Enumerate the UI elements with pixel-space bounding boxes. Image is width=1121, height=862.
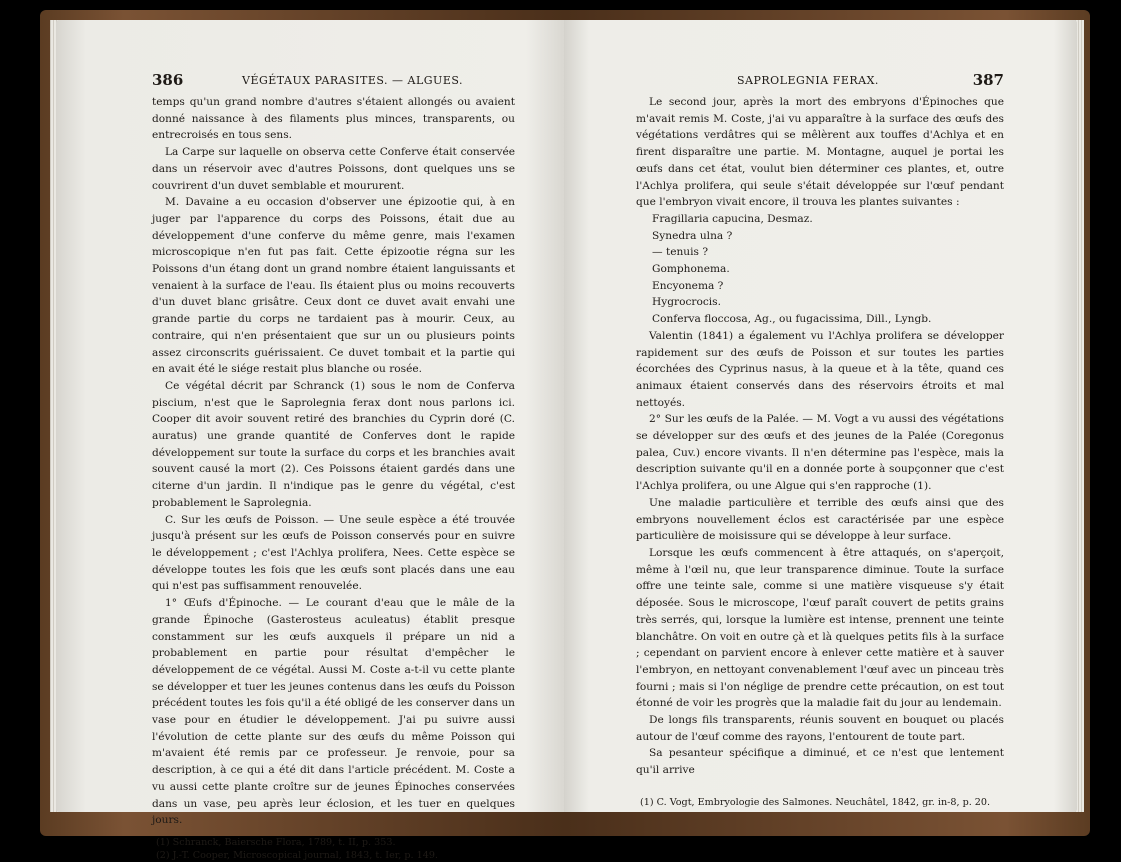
list-item: — tenuis ?: [652, 246, 709, 259]
right-page: [564, 20, 1077, 812]
paragraph: De longs fils transparents, réunis souvent en bouquet ou placés autour de l'œuf comme des rayons, l'entourent de toute part.: [636, 714, 1004, 743]
paragraph: La Carpe sur laquelle on observa cette Conferve était conservée dans un réservoir avec d'autres Poissons, dont quelques uns se couvrirent d'un duvet semblable et moururent.: [152, 146, 515, 192]
paragraph: 1° Œufs d'Épinoche. — Le courant d'eau que le mâle de la grande Épinoche (Gasterosteus aculeatus) établit presque constamment sur les œufs auxquels il prépare un nid a probablement en partie pour résultat d'empêcher le développement de ce végétal. Aussi M. Coste a-t-il vu cette plante se développer et tuer les jeunes contenus dans les œufs du Poisson précédent toutes les fois qu'il a été obligé de les conserver dans un vase pour en étudier le développement. J'ai pu suivre aussi l'évolution de cette plante sur des œufs du même Poisson qui m'avaient été remis par ce professeur. Je renvoie, pour sa description, à ce qui a été dit dans l'article précédent. M. Coste a vu aussi cette plante croître sur de jeunes Épinoches conservées dans un vase, peu après leur éclosion, et les tuer en quelques jours.: [152, 597, 515, 827]
footnote: (1) Schranck, Baiersche Flora, 1789, t. II, p. 353.: [156, 836, 396, 848]
page-number: 386: [152, 71, 184, 89]
paragraph: Le second jour, après la mort des embryons d'Épinoches que m'avait remis M. Coste, j'ai vu apparaître à la surface des œufs des végétations verdâtres qui se mêlèrent aux touffes d'Achlya et en firent disparaître une partie. M. Montagne, auquel je portai les œufs dans cet état, voulut bien déterminer ces plantes, et, outre l'Achlya prolifera, qui seule s'était développée sur l'œuf pendant que l'embryon vivait encore, il trouva les plantes suivantes :: [636, 96, 1004, 209]
species-list: [636, 211, 1004, 328]
paragraph: Ce végétal décrit par Schranck (1) sous le nom de Conferva piscium, n'est que le Saprolegnia ferax dont nous parlons ici. Cooper dit avoir souvent retiré des branchies du Cyprin doré (C. auratus) une grande quantité de Conferves dont le rapide développement sur toute la surface du corps et les branchies avait souvent causé la mort (2). Ces Poissons étaient gardés dans une citerne d'un jardin. Il n'indique pas le genre du végétal, c'est probablement le Saprolegnia.: [152, 379, 515, 509]
list-item: Hygrocrocis.: [652, 296, 721, 309]
paragraph: Valentin (1841) a également vu l'Achlya prolifera se développer rapidement sur des œufs de Poisson et sur toutes les parties écorchées des Cyprinus nasus, à la queue et à la tête, quand ces animaux étaient conservés dans des réservoirs étroits et mal nettoyés.: [636, 329, 1004, 409]
list-item: Fragillaria capucina, Desmaz.: [652, 212, 813, 225]
page-number: 387: [972, 71, 1004, 89]
paragraph: Une maladie particulière et terrible des œufs ainsi que des embryons nouvellement éclos est caractérisée par une espèce particulière de moisissure qui se développe à leur surface.: [636, 496, 1004, 543]
footnote: (2) J.-T. Cooper, Microscopical journal, 1843, t. Ier, p. 149.: [156, 849, 438, 861]
paragraph: temps qu'un grand nombre d'autres s'étaient allongés ou avaient donné naissance à des filaments plus minces, transparents, ou entrecroisés en tous sens.: [152, 96, 515, 142]
paragraph: Lorsque les œufs commencent à être attaqués, on s'aperçoit, même à l'œil nu, que leur transparence diminue. Toute la surface offre une teinte sale, comme si une matière visqueuse s'y était déposée. Sous le microscope, l'œuf paraît couvert de petits grains très serrés, qui, lorsque la lumière est intense, prennent une teinte blanchâtre. On voit en outre çà et là quelques petits fils à la surface ; cependant on parvient encore à enlever cette matière et à sauver l'embryon, en nettoyant convenablement l'œuf avec un pinceau très fourni ; mais si l'on néglige de prendre cette précaution, on est tout étonné de voir les progrès que la maladie fait du jour au lendemain.: [636, 546, 1004, 710]
footnotes: [636, 796, 1004, 809]
paragraph: 2° Sur les œufs de la Palée. — M. Vogt a vu aussi des végétations se développer sur des œufs et des jeunes de la Palée (Coregonus palea, Cuv.) encore vivants. Il n'en détermine pas l'espèce, mais la description suivante qu'il en a donnée porte à soupçonner que c'est l'Achlya prolifera, ou une Algue qui s'en rapproche (1).: [636, 413, 1004, 493]
list-item: Synedra ulna ?: [652, 229, 733, 242]
running-title: SAPROLEGNIA FERAX.: [737, 74, 879, 87]
paragraph: Sa pesanteur spécifique a diminué, et ce n'est que lentement qu'il arrive: [636, 747, 1004, 777]
list-item: Gomphonema.: [652, 263, 730, 276]
footnote: (1) C. Vogt, Embryologie des Salmones. Neuchâtel, 1842, gr. in-8, p. 20.: [640, 796, 991, 808]
running-title: VÉGÉTAUX PARASITES. — ALGUES.: [242, 74, 463, 87]
right-text-column: [636, 94, 1004, 809]
left-text-column: [152, 94, 515, 862]
footnotes: [152, 836, 515, 862]
list-item: Encyonema ?: [652, 279, 724, 292]
left-page: [56, 20, 564, 861]
list-item: Conferva floccosa, Ag., ou fugacissima, Dill., Lyngb.: [652, 313, 932, 326]
paragraph: M. Davaine a eu occasion d'observer une épizootie qui, à en juger par l'apparence du corps des Poissons, était due au développement d'une conferve du même genre, mais l'examen microscopique n'en fut pas fait. Cette épizootie régna sur les Poissons d'un étang dont un grand nombre étaient languissants et venaient à la surface de l'eau. Ils étaient plus ou moins recouverts d'un duvet blanc grisâtre. Ceux dont ce duvet avait envahi une grande partie du corps ne tardaient pas à mourir. Ceux, au contraire, qui n'en présentaient que sur un ou plusieurs points assez circonscrits guérissaient. Ce duvet tombait et la partie qui en avait été le siége restait plus blanche ou rosée.: [152, 196, 515, 376]
paragraph: C. Sur les œufs de Poisson. — Une seule espèce a été trouvée jusqu'à présent sur les œufs de Poisson conservés pour en suivre le développement ; c'est l'Achlya prolifera, Nees. Cette espèce se développe toutes les fois que les œufs sont placés dans une eau qui n'est pas suffisamment renouvelée.: [152, 513, 515, 593]
